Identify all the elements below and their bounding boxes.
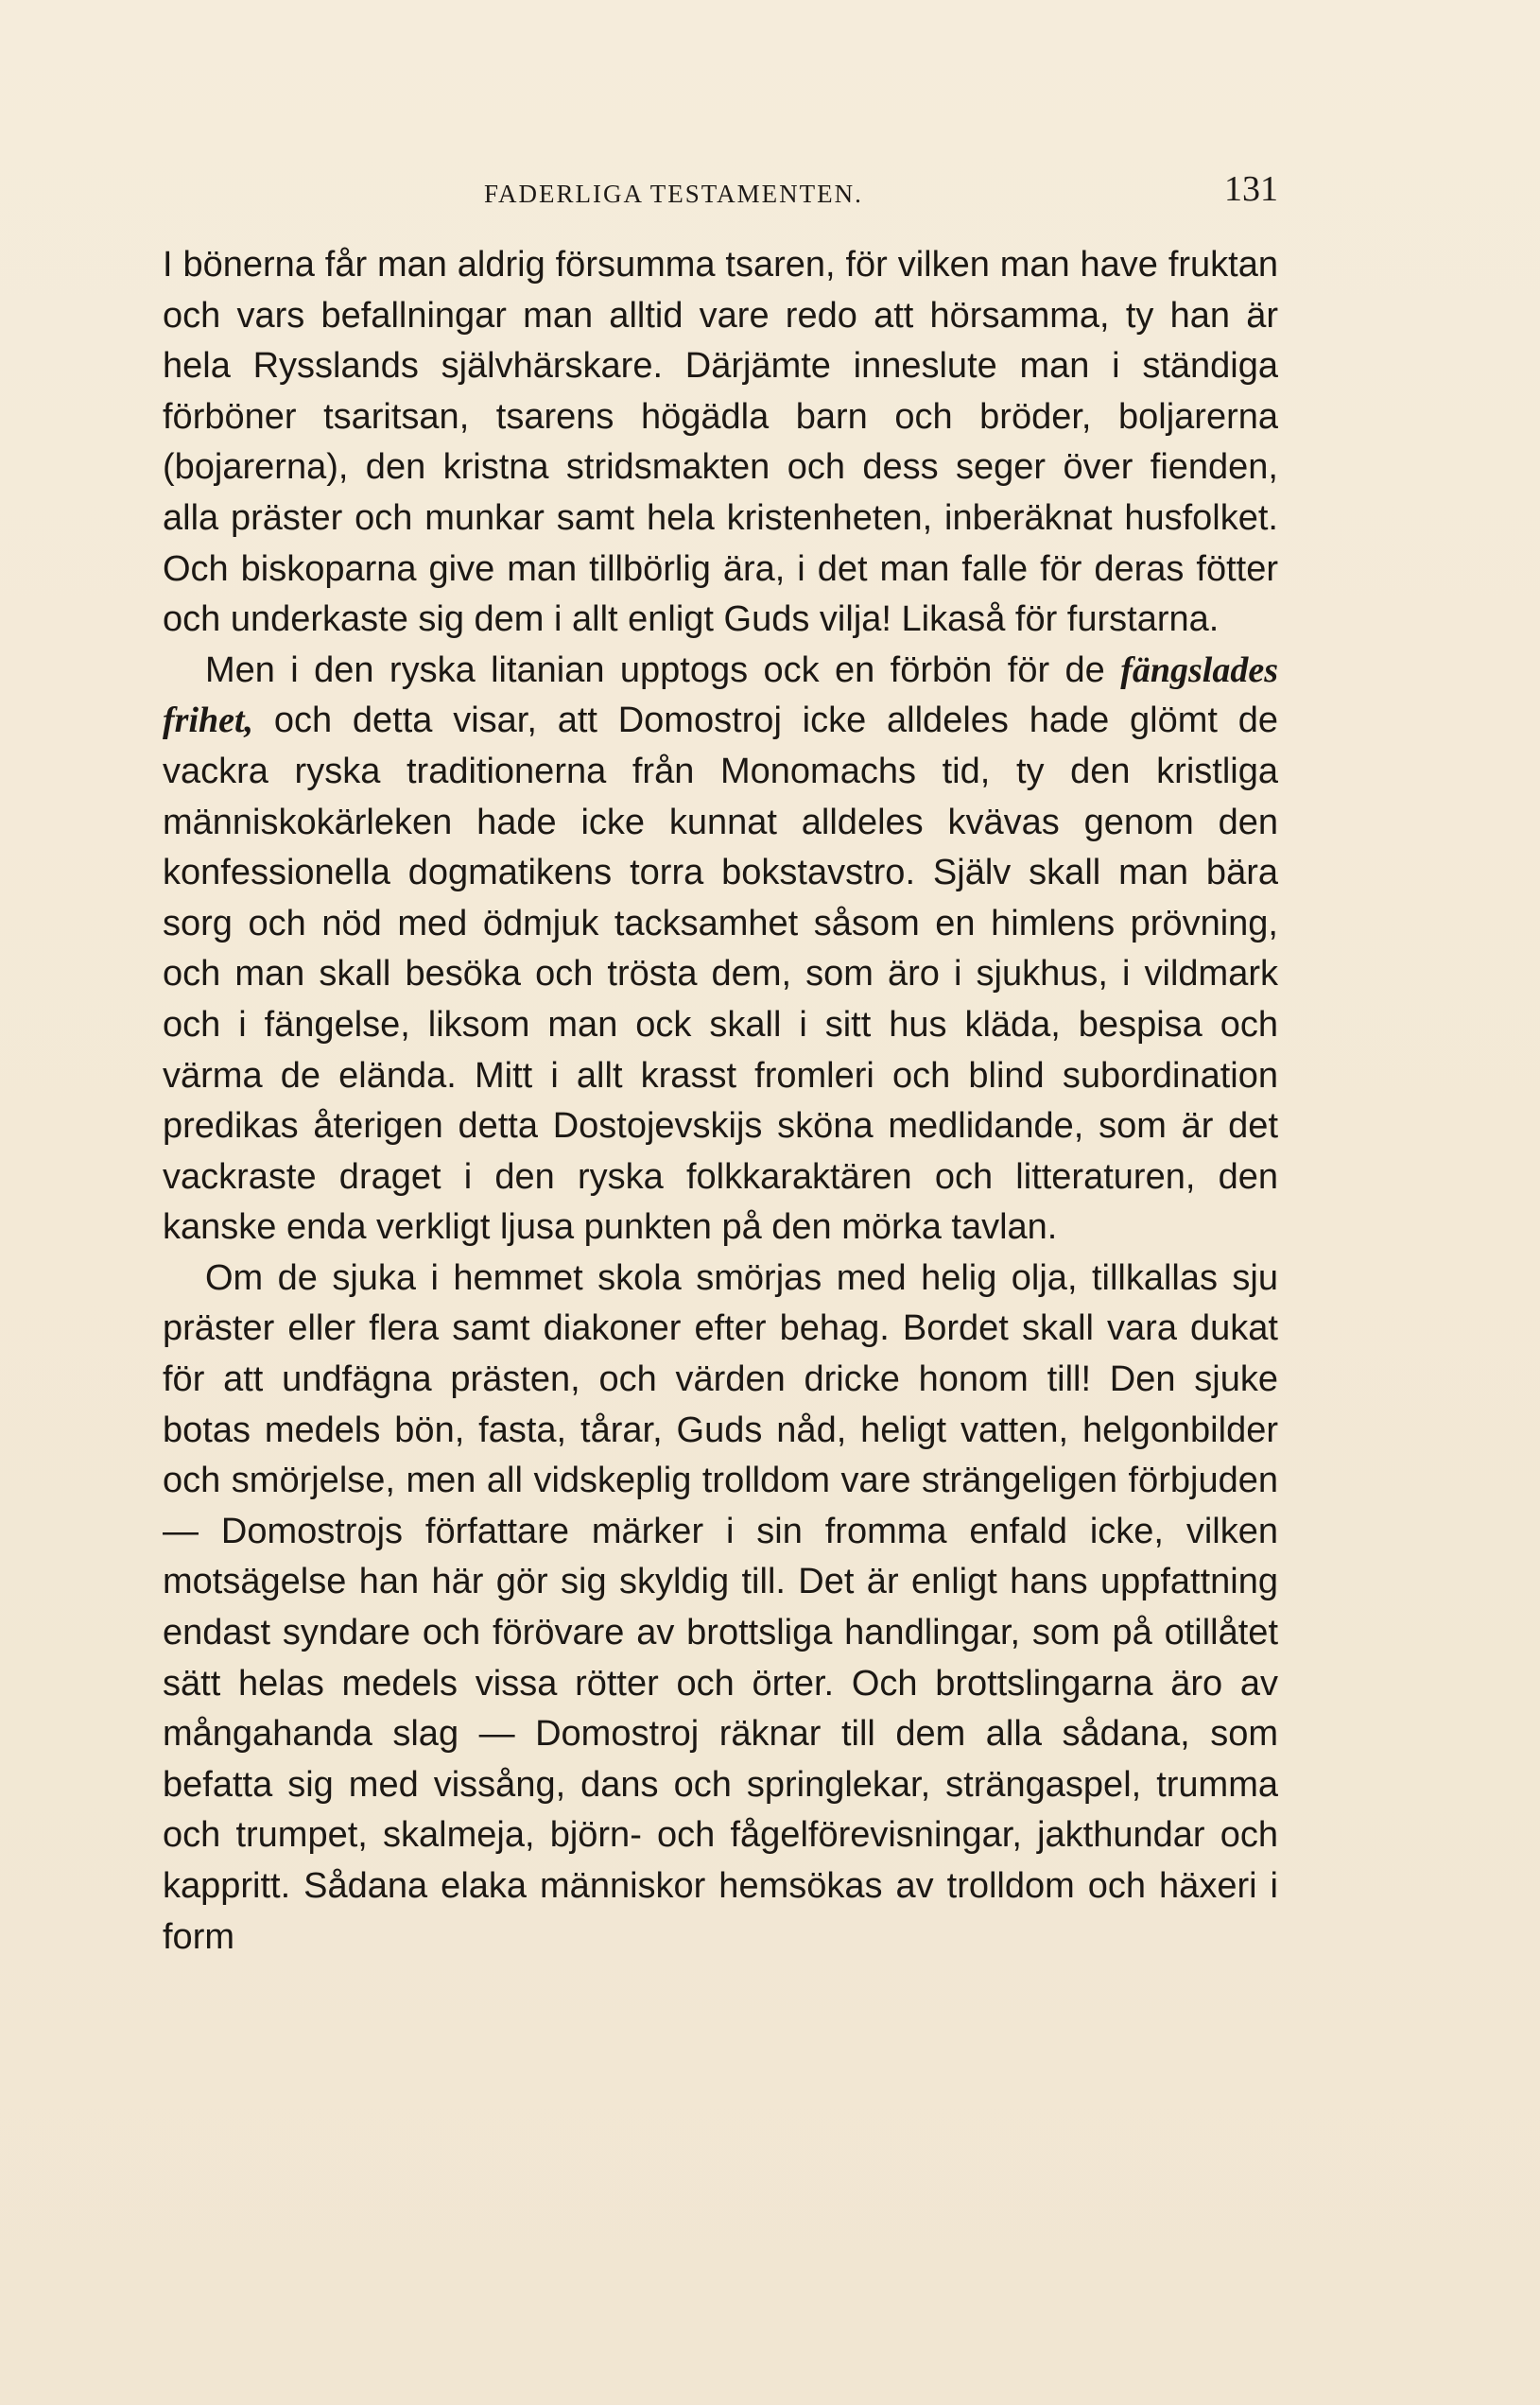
running-head: FADERLIGA TESTAMENTEN.	[484, 180, 863, 208]
page-header	[163, 168, 1278, 225]
paragraph-2-emphasis: fängslades frihet,	[163, 649, 1278, 741]
paragraph-2	[163, 646, 1278, 1254]
page-number: 131	[1224, 169, 1278, 209]
body-text	[163, 240, 1278, 1963]
paragraph-1: I bönerna får man aldrig försumma tsaren, för vilken man have fruktan och vars befallningar man alltid vare redo att hörsamma, ty han är hela Rysslands självhärskare. Därjämte inneslute man i ständiga förböner tsaritsan, tsarens högädla barn och bröder, boljarerna (bojarerna), den kristna stridsmakten och dess seger över fienden, alla präster och munkar samt hela kristenheten, inberäknat husfolket. Och biskoparna give man tillbörlig ära, i det man falle för deras fötter och underkaste sig dem i allt enligt Guds vilja! Likaså för furstarna.	[163, 245, 1278, 640]
paragraph-2-after: och detta visar, att Domostroj icke alldeles hade glömt de vackra ryska traditionerna från Monomachs tid, ty den kristliga människokärleken hade icke kunnat alldeles kvävas genom den konfessionella dogmatikens torra bokstavstro. Själv skall man bära sorg och nöd med ödmjuk tacksamhet såsom en himlens prövning, och man skall besöka och trösta dem, som äro i sjukhus, i vildmark och i fängelse, liksom man ock skall i sitt hus kläda, bespisa och värma de elända. Mitt i allt krasst fromleri och blind subordination predikas återigen detta Dostojevskijs sköna medlidande, som är det vackraste draget i den ryska folkkaraktären och litteraturen, den kanske enda verkligt ljusa punkten på den mörka tavlan.	[163, 701, 1278, 1248]
paragraph-2-before: Men i den ryska litanian upptogs ock en förbön för de	[205, 649, 1121, 690]
paragraph-3: Om de sjuka i hemmet skola smörjas med helig olja, tillkallas sju präster eller flera samt diakoner efter behag. Bordet skall vara dukat för att undfägna prästen, och värden dricke honom till! Den sjuke botas medels bön, fasta, tårar, Guds nåd, heligt vatten, helgonbilder och smörjelse, men all vidskeplig trolldom vare strängeligen förbjuden — Domostrojs författare märker i sin fromma enfald icke, vilken motsägelse han här gör sig skyldig till. Det är enligt hans uppfattning endast syndare och förövare av brottsliga handlingar, som på otillåtet sätt helas medels vissa rötter och örter. Och brottslingarna äro av mångahanda slag — Domostroj räknar till dem alla sådana, som befatta sig med vissång, dans och springlekar, strängaspel, trumma och trumpet, skalmeja, björn- och fågelförevisningar, jakthundar och kappritt. Sådana elaka människor hemsökas av trolldom och häxeri i form	[163, 1257, 1278, 1957]
